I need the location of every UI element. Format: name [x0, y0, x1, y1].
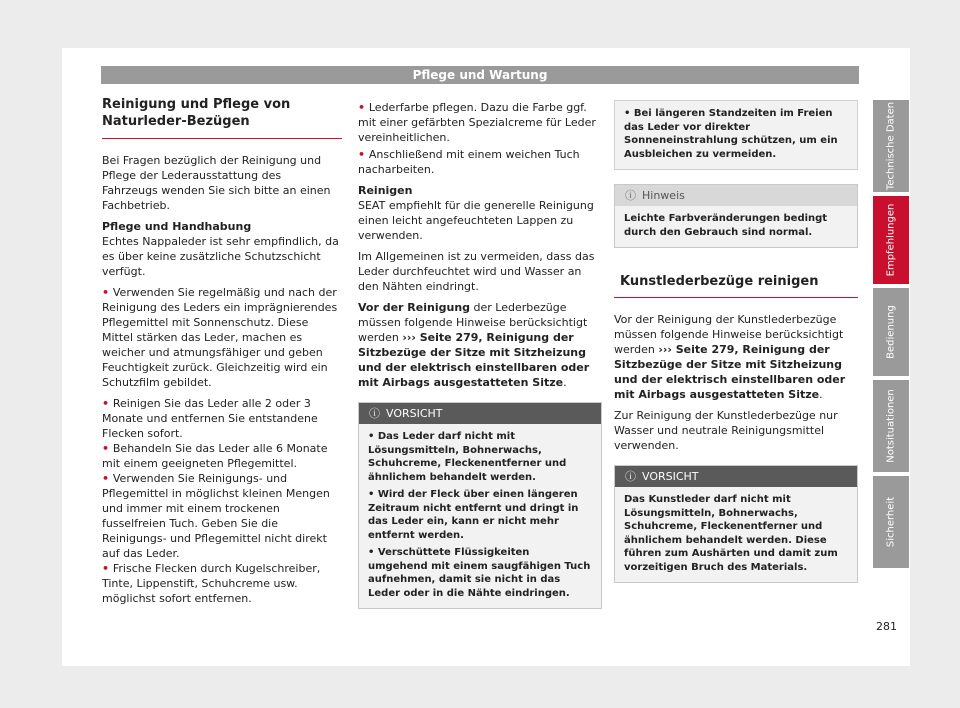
bullet-list [102, 285, 340, 606]
chapter-header: Pflege und Wartung [101, 66, 859, 84]
tab-sicherheit[interactable]: Sicherheit [873, 476, 909, 568]
body-text: Vor der Reinigung der Kunstlederbezüge müssen folgende Hinweise berücksichtigt werden ››› Seite 279, Reinigung der Sitzbezüge der Sitze mit Sitzheizung und der elektrisch einstellbaren oder mit Airbags ausgestatteten Sitze. [614, 313, 846, 401]
chapter-tabs [873, 100, 909, 572]
bullet-icon: • [358, 101, 369, 114]
body-text: Zur Reinigung der Kunstlederbezüge nur Wasser und neutrale Reinigungsmittel verwenden. [614, 409, 838, 452]
column-middle [358, 100, 602, 609]
body-text: Echtes Nappaleder ist sehr empfindlich, da es über keine zusätzliche Schutzschicht verfügt. [102, 235, 339, 278]
bullet-icon: • [102, 472, 113, 485]
section-title: Kunstlederbezüge reinigen [614, 260, 858, 298]
warning-title: VORSICHT [642, 470, 699, 483]
list-item: • Wird der Fleck über einen längeren Zeitraum nicht entfernt und dringt in das Leder ein, kann er nicht mehr entfernt werden. [368, 489, 579, 541]
hint-box [614, 184, 858, 248]
list-item: • Anschließend mit einem weichen Tuch nacharbeiten. [358, 148, 580, 176]
bullet-icon: • [368, 489, 378, 500]
page-reference-link[interactable]: ››› Seite 279, Reinigung der Sitzbezüge der Sitze mit Sitzheizung und der elektrisch einstellbaren oder mit Airbags ausgestatteten Sitze [358, 331, 590, 389]
hint-text: Leichte Farbveränderungen bedingt durch den Gebrauch sind normal. [624, 213, 828, 238]
warning-continuation: • Bei längeren Standzeiten im Freien das Leder vor direkter Sonneneinstrahlung schützen, um ein Ausbleichen zu vermeiden. [614, 100, 858, 170]
subheading: Pflege und Handhabung [102, 220, 252, 233]
hint-title: Hinweis [642, 189, 685, 202]
bullet-icon: • [358, 148, 369, 161]
list-item: • Verschüttete Flüssigkeiten umgehend mit einem saugfähigen Tuch aufnehmen, damit sie nicht in das Leder oder in die Nähte eindringen. [368, 547, 591, 599]
column-left [102, 96, 340, 612]
bullet-icon: • [102, 286, 113, 299]
warning-title: VORSICHT [386, 407, 443, 420]
list-item: • Reinigen Sie das Leder alle 2 oder 3 Monate und entfernen Sie entstandene Flecken sofort. [102, 397, 318, 440]
list-item: • Behandeln Sie das Leder alle 6 Monate mit einem geeigneten Pflegemittel. [102, 442, 328, 470]
caution-icon: ⓘ [369, 407, 380, 420]
body-text: Im Allgemeinen ist zu vermeiden, dass das Leder durchfeuchtet wird und Wasser an den Nähten eindringt. [358, 250, 595, 293]
bullet-icon: • [368, 547, 378, 558]
bullet-icon: • [368, 431, 378, 442]
page-reference-link[interactable]: ››› Seite 279, Reinigung der Sitzbezüge der Sitze mit Sitzheizung und der elektrisch einstellbaren oder mit Airbags ausgestatteten Sitze [614, 343, 846, 401]
list-item: • Lederfarbe pflegen. Dazu die Farbe ggf. mit einer gefärbten Spezialcreme für Leder vereinheitlichen. [358, 101, 596, 144]
caution-icon: ⓘ [625, 470, 636, 483]
bullet-icon: • [102, 442, 113, 455]
info-icon: ⓘ [625, 189, 636, 202]
tab-technische-daten[interactable]: Technische Daten [873, 100, 909, 192]
list-item: • Frische Flecken durch Kugelschreiber, Tinte, Lippenstift, Schuhcreme usw. möglichst sofort entfernen. [102, 562, 321, 605]
list-item: • Das Leder darf nicht mit Lösungsmitteln, Bohnerwachs, Schuhcreme, Fleckenentferner und ähnlichem behandelt werden. [368, 431, 567, 483]
intro-text: Bei Fragen bezüglich der Reinigung und Pflege der Lederausstattung des Fahrzeugs wenden Sie sich bitte an einen Fachbetrieb. [102, 154, 331, 212]
column-right [614, 100, 858, 583]
page-number: 281 [876, 620, 897, 633]
bullet-icon: • [102, 397, 113, 410]
bullet-icon: • [624, 108, 634, 119]
warning-box [358, 402, 602, 609]
tab-empfehlungen[interactable]: Empfehlungen [873, 196, 909, 284]
list-item: • Verwenden Sie regelmäßig und nach der Reinigung des Leders ein imprägnierendes Pflegemittel mit Sonnenschutz. Diese Mittel stärken das Leder, machen es weicher und atmungsfähiger und geben Feuchtigkeit zurück. Gleichzeitig wird ein Schutzfilm gebildet. [102, 286, 338, 389]
body-text: Vor der Reinigung der Lederbezüge müssen folgende Hinweise berücksichtigt werden ››› Seite 279, Reinigung der Sitzbezüge der Sitze mit Sitzheizung und der elektrisch einstellbaren oder mit Airbags ausgestatteten Sitze. [358, 301, 590, 389]
bullet-icon: • [102, 562, 113, 575]
section-title: Reinigung und Pflege von Naturleder-Bezügen [102, 97, 291, 129]
warning-text: Das Kunstleder darf nicht mit Lösungsmitteln, Bohnerwachs, Schuhcreme, Fleckenentferner und ähnlichem behandelt werden. Diese führen zum Aushärten und damit zum vorzeitigen Bruch des Materials. [624, 494, 838, 573]
tab-bedienung[interactable]: Bedienung [873, 288, 909, 376]
tab-notsituationen[interactable]: Notsituationen [873, 380, 909, 472]
warning-box [614, 465, 858, 583]
list-item: • Verwenden Sie Reinigungs- und Pflegemittel in möglichst kleinen Mengen und immer mit einem trockenen fusselfreien Tuch. Geben Sie die Reinigungs- und Pflegemittel nicht direkt auf das Leder. [102, 472, 330, 560]
body-text: SEAT empfiehlt für die generelle Reinigung einen leicht angefeuchteten Lappen zu verwenden. [358, 199, 594, 242]
subheading: Reinigen [358, 184, 413, 197]
